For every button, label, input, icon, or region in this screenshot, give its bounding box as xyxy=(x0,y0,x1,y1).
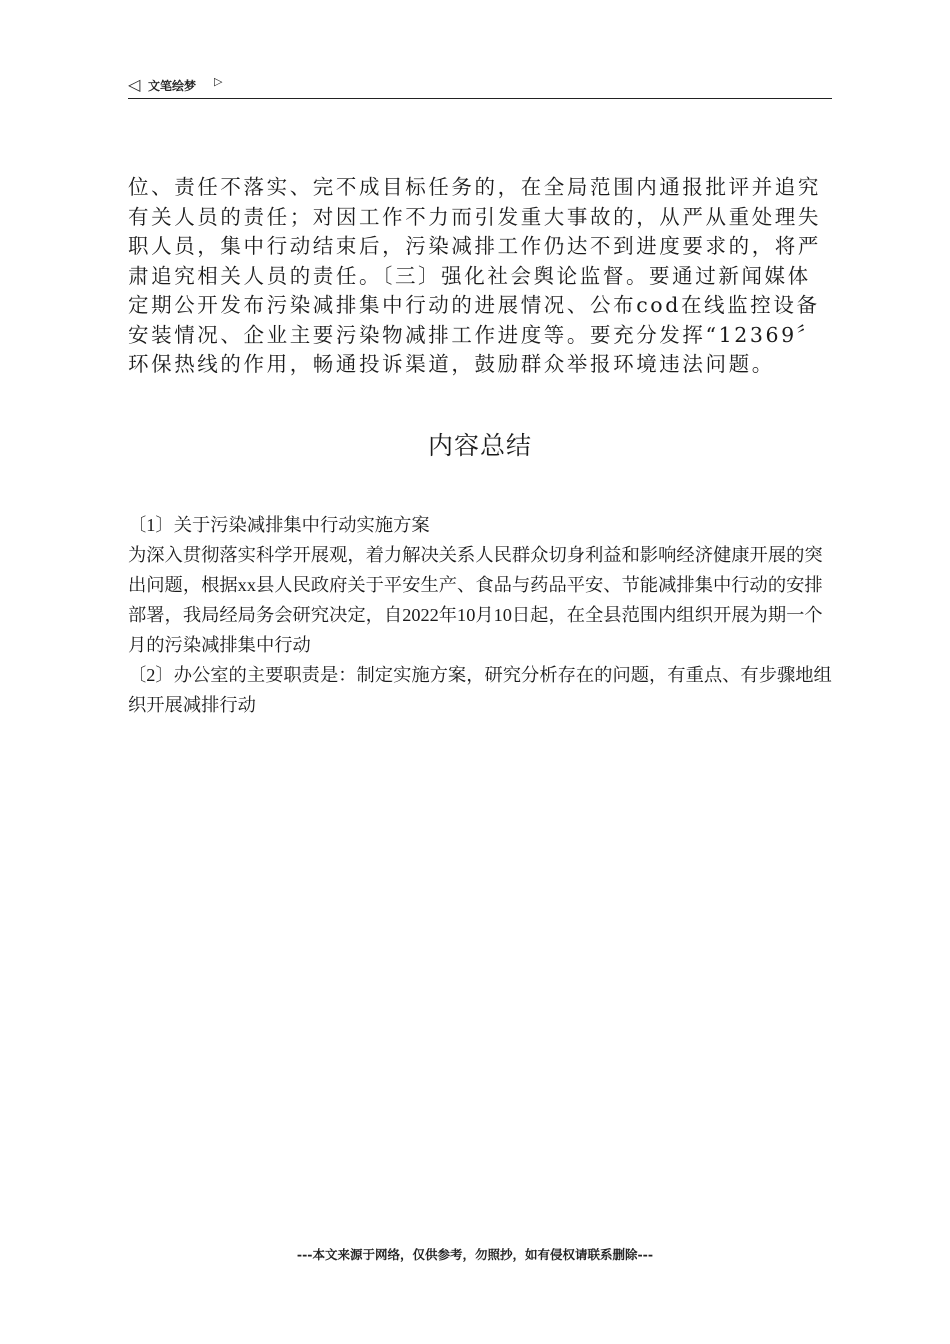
right-triangle-icon: ▷ xyxy=(214,75,223,88)
page-footer: ---本文来源于网络，仅供参考，勿照抄，如有侵权请联系删除--- xyxy=(296,1247,654,1262)
summary-title: 内容总结 xyxy=(427,431,532,460)
page-header xyxy=(128,74,832,99)
summary-item-1-heading: 〔1〕关于污染减排集中行动实施方案 xyxy=(128,515,430,535)
left-triangle-icon: ◁ xyxy=(128,75,141,94)
header-brand: 文笔绘梦 xyxy=(148,79,197,93)
body-paragraph: 位、责任不落实、完不成目标任务的，在全局范围内通报批评并追究有关人员的责任；对因工作不力而引发重大事故的，从严从重处理失职人员，集中行动结束后，污染减排工作仍达不到进度要求的，将严肃追究相关人员的责任。〔三〕强化社会舆论监督。要通过新闻媒体定期公开发布污染减排集中行动的进展情况、公布cod在线监控设备安装情况、企业主要污染物减排工作进度等。要充分发挥“12369〞环保热线的作用，畅通投诉渠道，鼓励群众举报环境违法问题。 xyxy=(128,175,821,376)
summary-item-1-body: 为深入贯彻落实科学开展观，着力解决关系人民群众切身利益和影响经济健康开展的突出问题，根据xx县人民政府关于平安生产、食品与药品平安、节能减排集中行动的安排部署，我局经局务会研究决定，自2022年10月10日起，在全县范围内组织开展为期一个月的污染减排集中行动 xyxy=(128,545,823,655)
summary-section xyxy=(128,510,836,720)
summary-item-2: 〔2〕办公室的主要职责是：制定实施方案，研究分析存在的问题，有重点、有步骤地组织开展减排行动 xyxy=(128,665,832,715)
